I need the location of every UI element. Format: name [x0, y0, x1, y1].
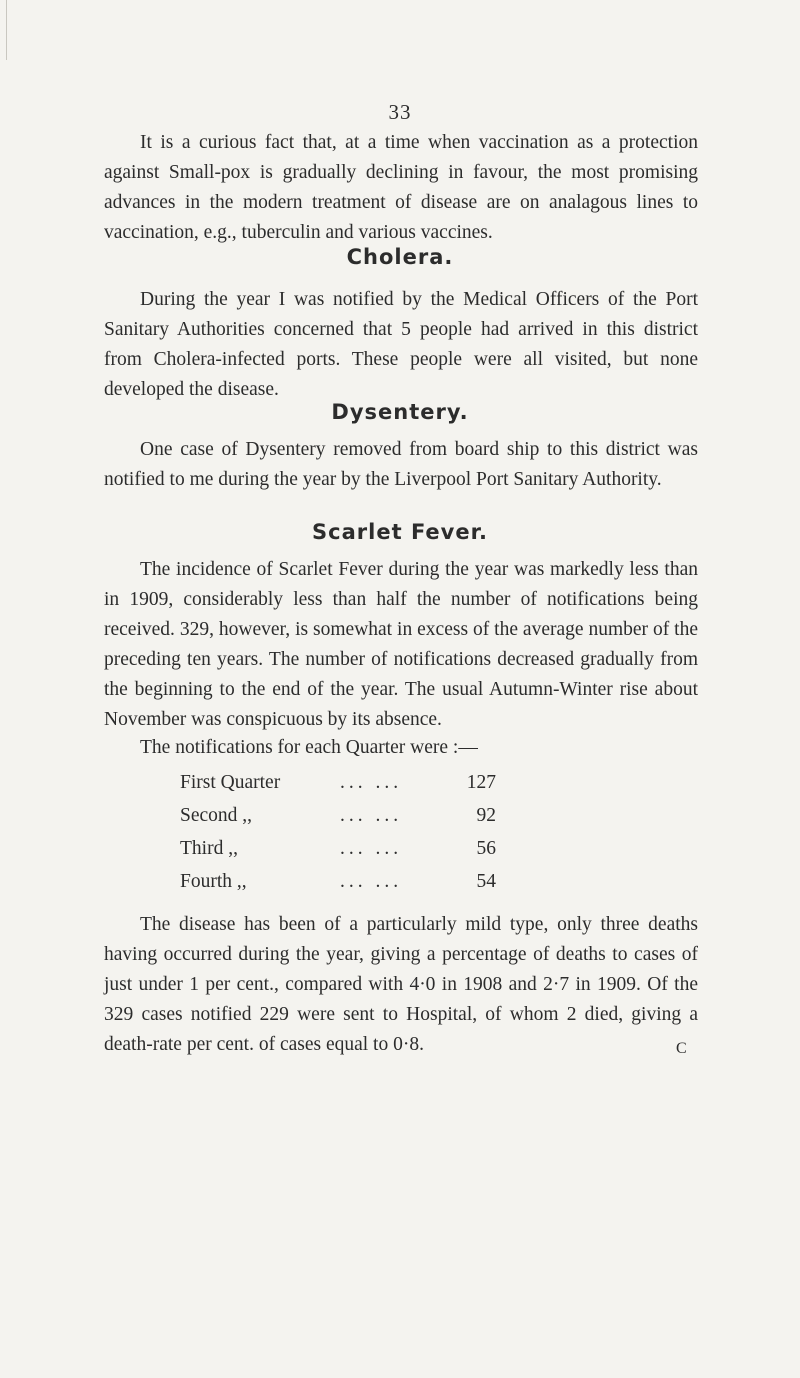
scarlet-fever-paragraph: The incidence of Scarlet Fever during the year was markedly less than in 1909, considerably less than half the number of notifications being received. 329, however, is somewhat in excess of the average number of the preceding ten years. The number of notifications decreased gradually from the beginning to the end of the year. The usual Autumn-Winter rise about November was conspicuous by its absence. [104, 559, 698, 730]
quarter-name: First Quarter [180, 771, 281, 793]
quarter-name: Second ,, [180, 804, 253, 826]
page-number: 33 [388, 100, 412, 124]
cholera-paragraph: During the year I was notified by the Medical Officers of the Port Sanitary Authorities concerned that 5 people had arrived in this district from Cholera-infected ports. These people were all visited, but none developed the disease. [104, 289, 698, 400]
cholera-heading: Cholera. [346, 245, 454, 269]
quarter-value: 54 [476, 870, 496, 892]
dysentery-paragraph: One case of Dysentery removed from board ship to this district was notified to me during the year by the Liverpool Port Sanitary Authority. [104, 439, 698, 490]
dysentery-heading: Dysentery. [331, 400, 469, 424]
quarter-name: Fourth ,, [180, 870, 247, 892]
scarlet-fever-closing-paragraph: The disease has been of a particularly mild type, only three deaths having occurred during the year, giving a percentage of deaths to cases of just under 1 per cent., compared with 4·0 in 1908 and 2·7 in 1909. Of the 329 cases notified 229 were sent to Hospital, of whom 2 died, giving a death-rate per cent. of cases equal to 0·8. [104, 914, 698, 1055]
quarters-table [180, 766, 496, 898]
table-row [180, 832, 496, 865]
leader-dots: ... ... [340, 837, 403, 859]
quarter-name: Third ,, [180, 837, 238, 859]
page-edge-mark [0, 0, 7, 60]
intro-paragraph: It is a curious fact that, at a time when vaccination as a protection against Small-pox is gradually declining in favour, the most promising advances in the modern treatment of disease are on analagous lines to vaccination, e.g., tuberculin and various vaccines. [104, 132, 698, 243]
quarter-value: 127 [466, 771, 496, 793]
leader-dots: ... ... [340, 771, 403, 793]
quarter-value: 56 [476, 837, 496, 859]
table-row [180, 766, 496, 799]
signature-mark: C [676, 1040, 687, 1057]
table-row [180, 865, 496, 898]
quarter-value: 92 [476, 804, 496, 826]
quarters-intro: The notifications for each Quarter were :— [140, 737, 478, 758]
leader-dots: ... ... [340, 870, 403, 892]
table-row [180, 799, 496, 832]
leader-dots: ... ... [340, 804, 403, 826]
scarlet-fever-heading: Scarlet Fever. [312, 520, 488, 544]
